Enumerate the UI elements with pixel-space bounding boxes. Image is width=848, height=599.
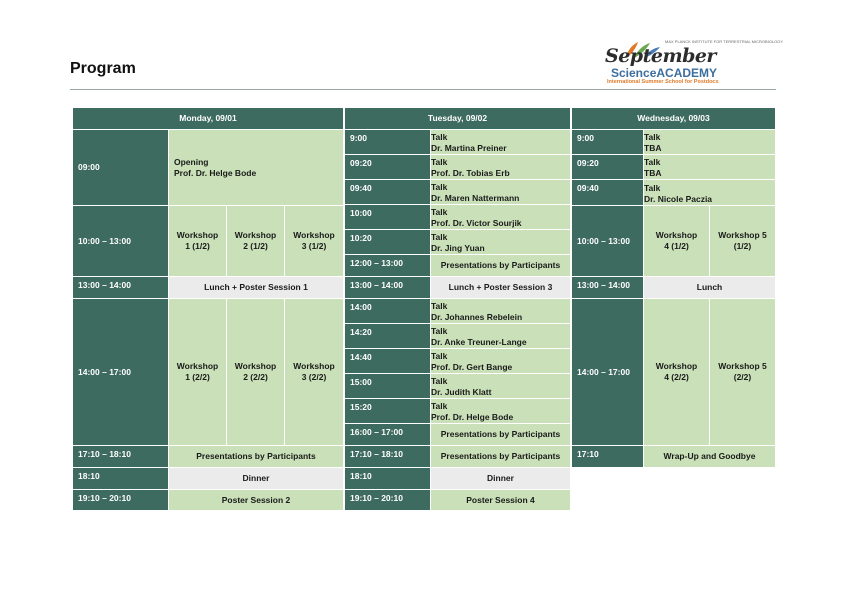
monday-time-1400: 14:00 – 17:00 <box>73 299 168 445</box>
tuesday-talk <box>431 299 570 323</box>
monday-dinner: Dinner <box>169 468 343 489</box>
institute-name: MAX PLANCK INSTITUTE FOR TERRESTRIAL MICROBIOLOGY <box>665 39 784 44</box>
tuesday-talk-time: 9:00 <box>345 130 430 154</box>
tuesday-time-1200: 12:00 – 13:00 <box>345 255 430 276</box>
tuesday-talk-time: 09:20 <box>345 155 430 179</box>
tuesday-presentations-eve: Presentations by Participants <box>431 446 570 467</box>
talk-title: Talk <box>644 182 661 193</box>
page-title: Program <box>70 60 136 77</box>
tuesday-time-1710: 17:10 – 18:10 <box>345 446 430 467</box>
logo-science: Science <box>611 66 657 80</box>
talk-speaker: Dr. Maren Nattermann <box>431 193 520 203</box>
monday-time-1300: 13:00 – 14:00 <box>73 277 168 298</box>
wednesday-talk-time: 09:20 <box>572 155 643 179</box>
talk-speaker: Dr. Nicole Paczia <box>644 193 713 204</box>
workshop-5a <box>710 206 775 276</box>
logo-academy-word: ACADEMY <box>656 66 718 80</box>
workshop-label: Workshop <box>293 361 335 371</box>
wednesday-talk <box>644 155 775 179</box>
talk-speaker: Dr. Anke Treuner-Lange <box>431 337 527 347</box>
workshop-number: 1 (2/2) <box>185 372 210 382</box>
monday-time-1810: 18:10 <box>73 468 168 489</box>
tuesday-time-1910: 19:10 – 20:10 <box>345 490 430 510</box>
talk-speaker: Prof. Dr. Tobias Erb <box>431 168 510 178</box>
monday-presentations: Presentations by Participants <box>169 446 343 467</box>
tuesday-time-1300: 13:00 – 14:00 <box>345 277 430 298</box>
talk-title: Talk <box>431 157 448 167</box>
tuesday-time-1600: 16:00 – 17:00 <box>345 424 430 445</box>
workshop-label: Workshop 5 <box>718 361 767 371</box>
talk-speaker: Dr. Jing Yuan <box>431 243 485 253</box>
monday-lunch: Lunch + Poster Session 1 <box>169 277 343 298</box>
tuesday-dinner: Dinner <box>431 468 570 489</box>
workshop-number: 4 (2/2) <box>664 372 689 382</box>
opening-speaker: Prof. Dr. Helge Bode <box>174 168 257 178</box>
monday-opening <box>169 130 343 205</box>
talk-title: Talk <box>431 182 448 192</box>
wednesday-talk <box>644 180 775 205</box>
tuesday-lunch: Lunch + Poster Session 3 <box>431 277 570 298</box>
tuesday-talk-time: 14:00 <box>345 299 430 323</box>
workshop-1a <box>169 206 226 276</box>
workshop-label: Workshop <box>655 230 698 240</box>
talk-title: Talk <box>644 132 661 142</box>
wednesday-header: Wednesday, 09/03 <box>572 108 775 129</box>
wednesday-time-1000: 10:00 – 13:00 <box>572 206 643 276</box>
tuesday-talk <box>431 155 570 179</box>
tuesday-time-1810: 18:10 <box>345 468 430 489</box>
workshop-number: 4 (1/2) <box>664 241 689 251</box>
tuesday-talk <box>431 349 570 373</box>
workshop-2a <box>227 206 284 276</box>
tuesday-talk-time: 15:20 <box>345 399 430 423</box>
workshop-3a <box>285 206 343 276</box>
wednesday-talk-time: 09:40 <box>572 180 643 205</box>
tuesday-talk-time: 14:20 <box>345 324 430 348</box>
workshop-label: Workshop <box>655 361 698 371</box>
tuesday-talk-time: 15:00 <box>345 374 430 398</box>
talk-title: Talk <box>431 232 448 242</box>
talk-speaker: Dr. Johannes Rebelein <box>431 312 523 322</box>
workshop-label: Workshop <box>293 230 335 240</box>
tuesday-talk <box>431 130 570 154</box>
workshop-number: (2/2) <box>733 372 752 382</box>
monday-header: Monday, 09/01 <box>73 108 343 129</box>
tuesday-talk <box>431 399 570 423</box>
tuesday-presentations-pm: Presentations by Participants <box>431 424 570 445</box>
workshop-label: Workshop <box>234 361 277 371</box>
tuesday-talk <box>431 374 570 398</box>
tuesday-talk <box>431 180 570 204</box>
tuesday-talk <box>431 205 570 229</box>
workshop-number: 2 (1/2) <box>243 241 268 251</box>
talk-speaker: Dr. Martina Preiner <box>431 143 507 153</box>
tuesday-poster: Poster Session 4 <box>431 490 570 510</box>
workshop-3b <box>285 299 343 445</box>
wednesday-time-1300: 13:00 – 14:00 <box>572 277 643 298</box>
divider <box>70 89 776 90</box>
workshop-number: 3 (1/2) <box>301 241 327 251</box>
logo-september: September <box>605 45 716 67</box>
tuesday-talk-time: 10:20 <box>345 230 430 254</box>
wednesday-lunch: Lunch <box>644 277 775 298</box>
talk-title: Talk <box>431 207 448 217</box>
workshop-label: Workshop 5 <box>718 230 767 240</box>
workshop-number: 2 (2/2) <box>243 372 268 382</box>
workshop-number: (1/2) <box>733 241 752 251</box>
talk-speaker: TBA <box>644 143 662 153</box>
workshop-label: Workshop <box>176 361 219 371</box>
talk-title: Talk <box>431 376 448 386</box>
workshop-label: Workshop <box>176 230 219 240</box>
tuesday-talk-time: 10:00 <box>345 205 430 229</box>
talk-speaker: Prof. Dr. Gert Bange <box>431 362 513 372</box>
logo-subtitle: International Summer School for Postdocs <box>607 79 719 85</box>
workshop-2b <box>227 299 284 445</box>
wednesday-wrapup: Wrap-Up and Goodbye <box>644 446 775 467</box>
talk-speaker: Prof. Dr. Victor Sourjik <box>431 218 522 228</box>
workshop-label: Workshop <box>234 230 277 240</box>
talk-speaker: TBA <box>644 168 662 178</box>
monday-poster: Poster Session 2 <box>169 490 343 510</box>
tuesday-talk-time: 14:40 <box>345 349 430 373</box>
logo <box>602 39 784 86</box>
talk-title: Talk <box>431 351 448 361</box>
talk-speaker: Prof. Dr. Helge Bode <box>431 412 514 422</box>
workshop-number: 3 (2/2) <box>301 372 327 382</box>
tuesday-talk-time: 09:40 <box>345 180 430 204</box>
talk-title: Talk <box>644 157 661 167</box>
workshop-1b <box>169 299 226 445</box>
workshop-number: 1 (1/2) <box>185 241 210 251</box>
wednesday-talk-time: 9:00 <box>572 130 643 154</box>
tuesday-talk <box>431 324 570 348</box>
monday-time-1910: 19:10 – 20:10 <box>73 490 168 510</box>
talk-title: Talk <box>431 326 448 336</box>
monday-time-1710: 17:10 – 18:10 <box>73 446 168 467</box>
workshop-4a <box>644 206 709 276</box>
workshop-5b <box>710 299 775 445</box>
wednesday-talk <box>644 130 775 154</box>
monday-time-0900: 09:00 <box>73 130 168 205</box>
talk-title: Talk <box>431 132 448 142</box>
wednesday-time-1710: 17:10 <box>572 446 643 467</box>
talk-title: Talk <box>431 301 448 311</box>
monday-time-1000: 10:00 – 13:00 <box>73 206 168 276</box>
tuesday-talk <box>431 230 570 254</box>
workshop-4b <box>644 299 709 445</box>
talk-speaker: Dr. Judith Klatt <box>431 387 492 397</box>
wednesday-time-1400: 14:00 – 17:00 <box>572 299 643 445</box>
tuesday-header: Tuesday, 09/02 <box>345 108 570 129</box>
opening-title: Opening <box>174 157 209 167</box>
tuesday-presentations-am: Presentations by Participants <box>431 255 570 276</box>
talk-title: Talk <box>431 401 448 411</box>
logo-academy <box>611 66 717 80</box>
